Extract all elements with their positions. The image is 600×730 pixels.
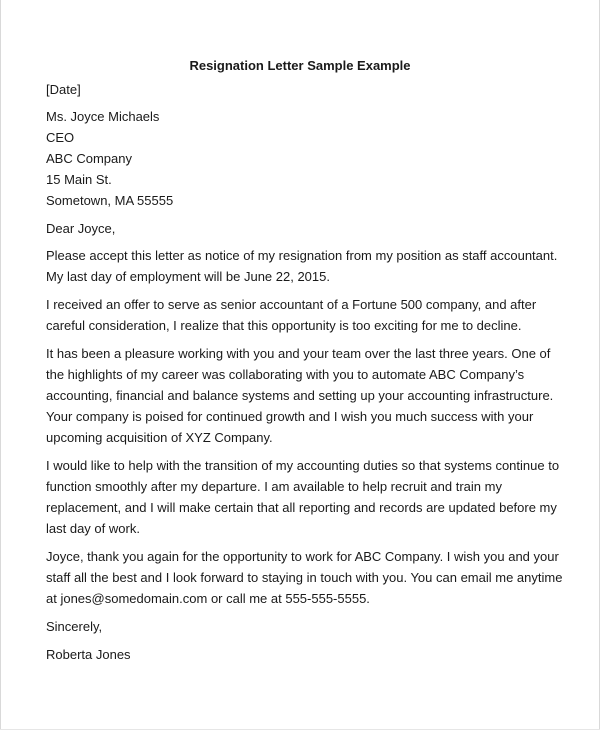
spacer (46, 336, 566, 343)
paragraph-line: Your company is poised for continued growth and I wish you much success with your (46, 409, 534, 424)
paragraph-1 (46, 245, 566, 287)
salutation: Dear Joyce, (46, 221, 116, 236)
paragraph-line: careful consideration, I realize that this opportunity is too exciting for me to decline. (46, 318, 522, 333)
paragraph-line: upcoming acquisition of XYZ Company. (46, 430, 273, 445)
spacer (46, 637, 566, 644)
spacer (46, 448, 566, 455)
paragraph-line: I would like to help with the transition of my accounting duties so that systems continue to (46, 458, 560, 473)
paragraph-line: function smoothly after my departure. I am available to help recruit and train my (46, 479, 502, 494)
paragraph-line: the highlights of my career was collaborating with you to automate ABC Company’s (46, 367, 525, 382)
paragraph-line: last day of work. (46, 521, 140, 536)
spacer (46, 211, 566, 218)
paragraph-4 (46, 455, 566, 539)
spacer (46, 609, 566, 616)
paragraph-line: replacement, and I will make certain that all reporting and records are updated before my (46, 500, 557, 515)
paragraph-line: Please accept this letter as notice of my resignation from my position as staff accountant. (46, 248, 558, 263)
letter-body (46, 79, 566, 665)
spacer (46, 539, 566, 546)
recipient-company: ABC Company (46, 151, 132, 166)
recipient-role: CEO (46, 130, 75, 145)
paragraph-3 (46, 343, 566, 448)
document-title: Resignation Letter Sample Example (189, 58, 411, 73)
page-border-left (0, 0, 1, 730)
recipient-city-state-zip: Sometown, MA 55555 (46, 193, 174, 208)
paragraph-line: accounting, financial and balance systems and setting up your accounting infrastructure. (46, 388, 554, 403)
recipient-street: 15 Main St. (46, 172, 112, 187)
spacer (46, 287, 566, 294)
paragraph-line: I received an offer to serve as senior accountant of a Fortune 500 company, and after (46, 297, 537, 312)
recipient-name: Ms. Joyce Michaels (46, 109, 160, 124)
recipient-address (46, 106, 566, 211)
paragraph-2 (46, 294, 566, 336)
closing: Sincerely, (46, 619, 103, 634)
paragraph-line: My last day of employment will be June 22, 2015. (46, 269, 330, 284)
paragraph-5 (46, 546, 566, 609)
date-line: [Date] (46, 82, 81, 97)
signature-name: Roberta Jones (46, 647, 131, 662)
paragraph-line: Joyce, thank you again for the opportunity to work for ABC Company. I wish you and your (46, 549, 559, 564)
paragraph-line: It has been a pleasure working with you and your team over the last three years. One of (46, 346, 551, 361)
paragraph-line: at jones@somedomain.com or call me at 555-555-5555. (46, 591, 370, 606)
paragraph-line: staff all the best and I look forward to staying in touch with you. You can email me anytime (46, 570, 563, 585)
